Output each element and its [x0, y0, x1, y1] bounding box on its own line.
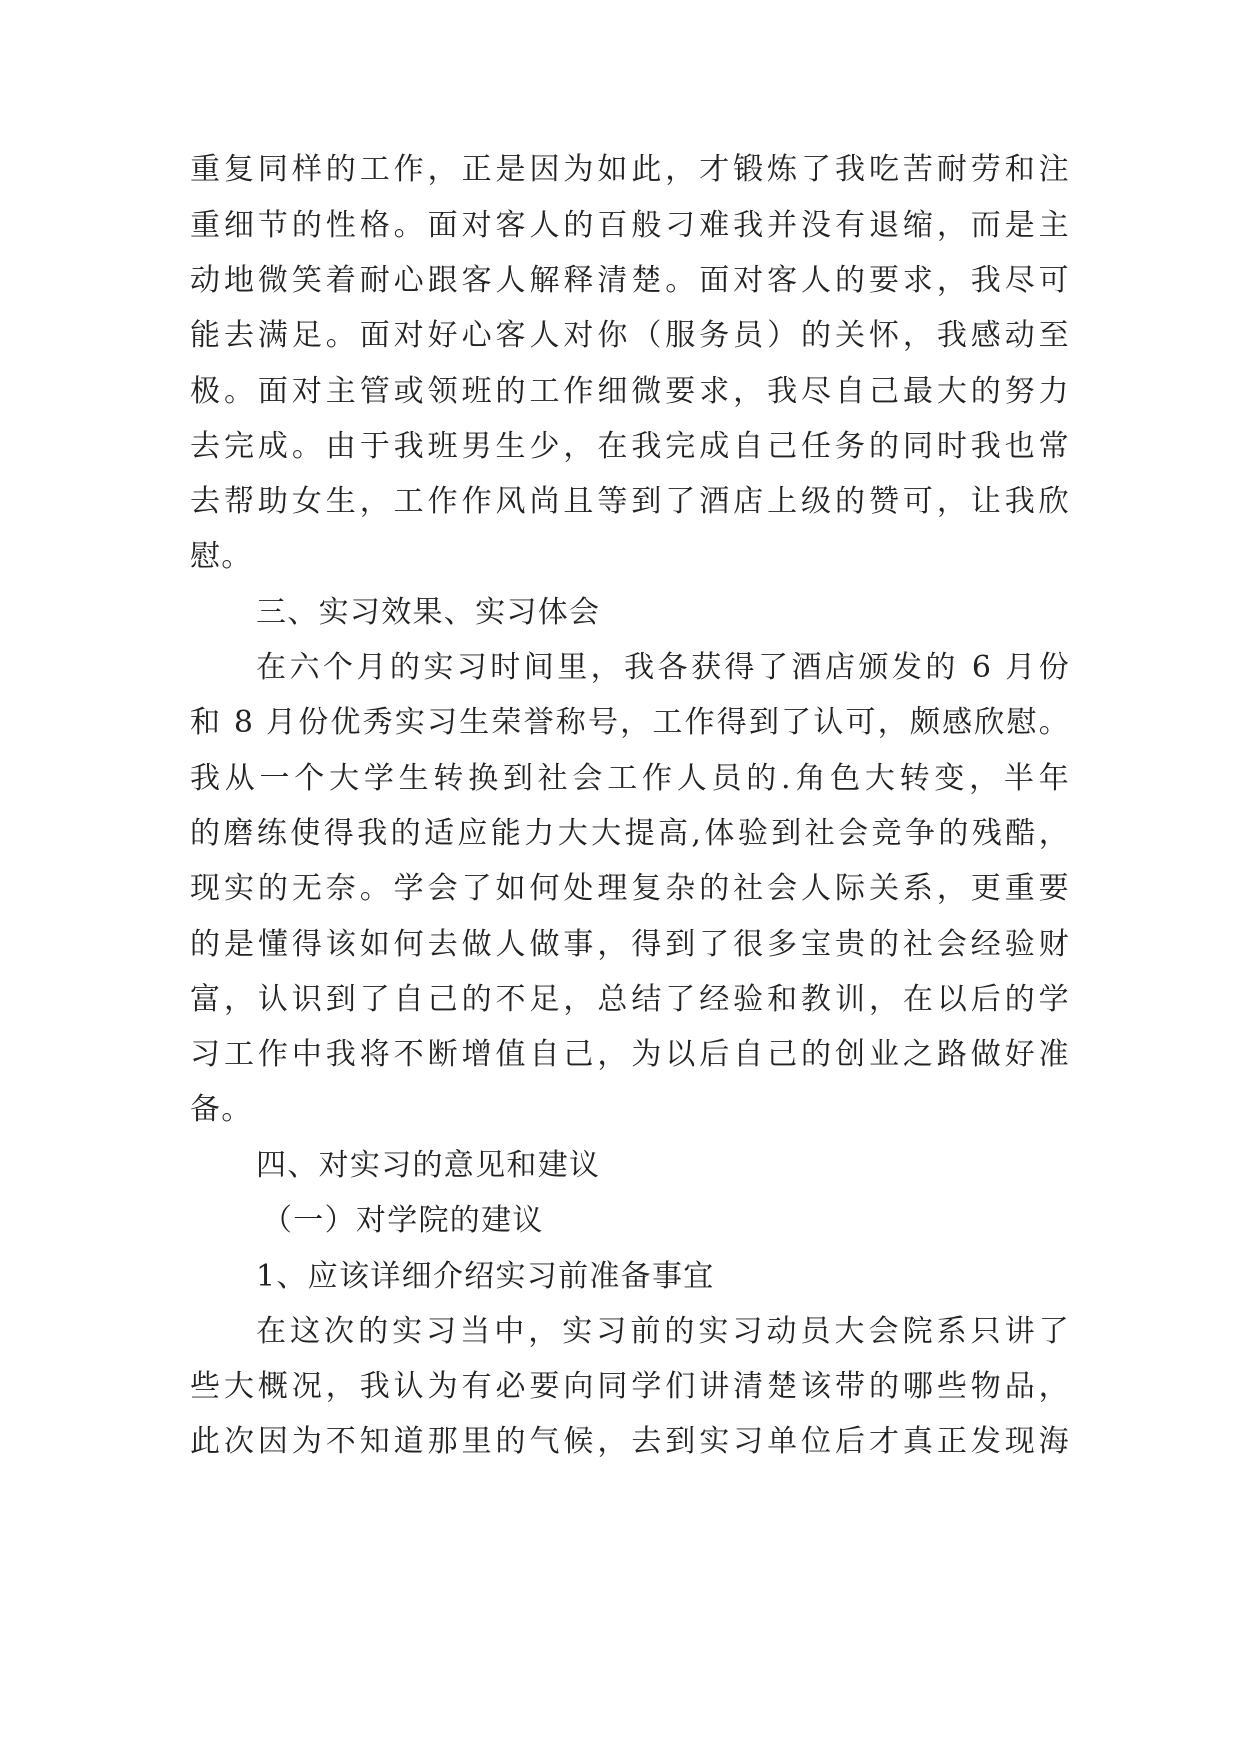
paragraph-line: 备。	[190, 1092, 253, 1127]
subsection-heading: （一）对学院的建议	[262, 1203, 544, 1238]
paragraph-line: 习工作中我将不断增值自己，为以后自己的创业之路做好准	[190, 1037, 1070, 1072]
paragraph-line: 的磨练使得我的适应能力大大提高,体验到社会竞争的残酷，	[190, 816, 1070, 851]
list-item: 1、应该详细介绍实习前准备事宜	[256, 1259, 715, 1294]
section-heading: 三、实习效果、实习体会	[256, 595, 601, 630]
paragraph-line: 在这次的实习当中，实习前的实习动员大会院系只讲了	[256, 1314, 1070, 1349]
paragraph-line: 现实的无奈。学会了如何处理复杂的社会人际关系，更重要	[190, 871, 1070, 906]
paragraph-line: 此次因为不知道那里的气候，去到实习单位后才真正发现海	[190, 1424, 1070, 1459]
paragraph-line: 动地微笑着耐心跟客人解释清楚。面对客人的要求，我尽可	[190, 263, 1070, 298]
paragraph-line: 能去满足。面对好心客人对你（服务员）的关怀，我感动至	[190, 318, 1070, 353]
paragraph-line: 的是懂得该如何去做人做事，得到了很多宝贵的社会经验财	[190, 927, 1070, 962]
paragraph-line: 重复同样的工作，正是因为如此，才锻炼了我吃苦耐劳和注	[190, 152, 1070, 187]
paragraph-line: 在六个月的实习时间里，我各获得了酒店颁发的 6 月份	[256, 650, 1070, 685]
section-heading: 四、对实习的意见和建议	[256, 1148, 601, 1183]
paragraph-line: 重细节的性格。面对客人的百般刁难我并没有退缩，而是主	[190, 208, 1070, 243]
paragraph-line: 和 8 月份优秀实习生荣誉称号，工作得到了认可，颇感欣慰。	[190, 705, 1070, 740]
paragraph-line: 极。面对主管或领班的工作细微要求，我尽自己最大的努力	[190, 374, 1070, 409]
paragraph-line: 富，认识到了自己的不足，总结了经验和教训，在以后的学	[190, 982, 1070, 1017]
paragraph-line: 些大概况，我认为有必要向同学们讲清楚该带的哪些物品，	[190, 1369, 1070, 1404]
paragraph-line: 去帮助女生，工作作风尚且等到了酒店上级的赞可，让我欣	[190, 484, 1070, 519]
paragraph-line: 慰。	[190, 539, 253, 574]
paragraph-line: 去完成。由于我班男生少，在我完成自己任务的同时我也常	[190, 429, 1070, 464]
paragraph-line: 我从一个大学生转换到社会工作人员的.角色大转变，半年	[190, 761, 1070, 796]
